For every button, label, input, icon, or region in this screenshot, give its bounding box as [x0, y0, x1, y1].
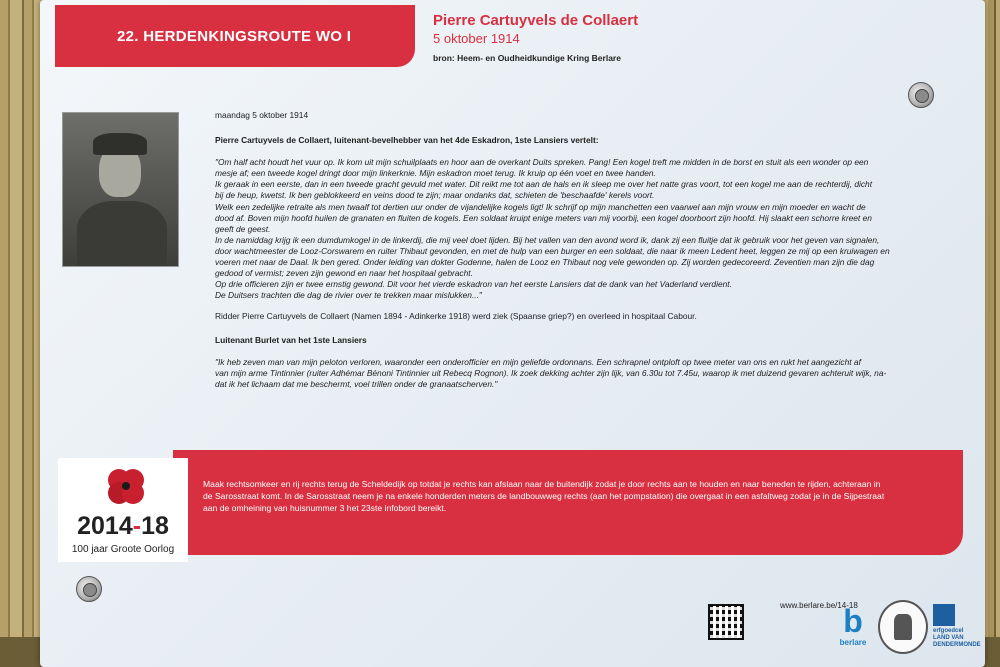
testimony-text [215, 110, 955, 400]
quote-line: door wachtmeester de Looz-Corswarem en ruiter Thibaut gevonden, en met de hulp van een burger en een soldaat, die naar ik meen Ledent heet, leggen ze mij op een kruiwagen en [215, 245, 890, 256]
portrait-uniform [77, 201, 167, 267]
ldm-square-icon [933, 604, 955, 626]
directions-line: aan de omheining van huisnummer 3 het 23ste infobord bereikt. [203, 503, 447, 513]
quote-line: Op drie officieren zijn er twee ernstig gewond. Dit voor het vierde eskadron van het eerste Lansiers dat de dank van het Vaderland verdient. [215, 279, 732, 290]
portrait-cap [93, 133, 147, 155]
testimony-date: maandag 5 oktober 1914 [215, 110, 309, 120]
testimony-intro: Pierre Cartuyvels de Collaert, luitenant-bevelhebber van het 4de Eskadron, 1ste Lansiers vertelt: [215, 135, 599, 146]
heemkundige-kring-seal-icon [878, 600, 928, 654]
person-date: 5 oktober 1914 [433, 31, 520, 46]
directions-section [58, 450, 963, 560]
footer-url: www.berlare.be/14-18 [780, 601, 858, 610]
ldm-line: DENDERMONDE [933, 642, 981, 648]
berlare-label: berlare [839, 638, 867, 647]
quote-line: In de namiddag krijg ik een dumdumkogel in de linkerdij, die mij veel doet lijden. Bij het vallen van den avond word ik, dank zij een fluitje dat ik gebruik voor het geven van signalen, [215, 234, 880, 245]
screw-icon [76, 576, 102, 602]
quote-line: mesje af; een tweede kogel dringt door mijn linkerknie. Mijn eskadron moet terug. Ik kruip op één voet en twee handen. [215, 168, 656, 179]
quote-line: dood af. Boven mijn hoofd huilen de granaten en fluiten de kogels. Een soldaat kruipt enige meters van mij voorbij, een kogel doorboort zijn hoofd. Hij slaakt een schorre kreet en [215, 212, 872, 223]
berlare-b-icon: b [843, 603, 863, 639]
route-title: 22. HERDENKINGSROUTE WO I [117, 27, 352, 45]
quote-line: gedood of vermist; zeven zijn gewond en naar het hospitaal gebracht. [215, 268, 473, 279]
directions-band [173, 450, 963, 555]
poppy-icon [106, 466, 146, 506]
quote-line: De Duitsers trachten die dag de rivier over te trekken maar mislukken..." [215, 290, 482, 301]
burlet-quote [215, 357, 955, 390]
logo-subtitle: 100 jaar Groote Oorlog [71, 544, 175, 555]
sign-header [433, 12, 638, 63]
quote-line: voeren met naar de Daal. Ik ben gered. Onder leiding van dokter Godenne, halen de Looz en Thibaut nog vele gewonden op. Zij worden gedecoreerd. Zeventien man zijn die dag [215, 257, 875, 268]
information-sign [40, 0, 985, 667]
qr-code-icon [708, 604, 744, 640]
quote-line: Welk een zedelijke retraite als men twaalf tot dertien uur onder de vijandelijke kogels ligt! Ik schrijf op mijn manchetten een vaarwel aan mijn vrouw en mijn moeder en wacht de [215, 201, 866, 212]
directions-line: de Sarosstraat komt. In de Sarosstraat neem je na enkele honderden meters de landbouwweg rechts (aan het pompstation) die overgaat in een asfaltweg zodat je in de Sijpestraat [203, 491, 885, 501]
commemoration-logo [58, 458, 188, 562]
berlare-logo [833, 604, 873, 654]
portrait-photo [62, 112, 179, 267]
person-name: Pierre Cartuyvels de Collaert [433, 12, 639, 29]
quote-line: van mijn arme Tintinnier (ruiter Adhémar Bénoni Tintinnier uit Rebecq Rognon). Ik zoek dekking achter zijn lijk, van 6.30u tot 7.45u, waarop ik met duizend gevaren achteruit wijk, na- [215, 367, 887, 378]
directions-line: Maak rechtsomkeer en rij rechts terug de Scheldedijk op totdat je rechts kan afslaan naar de buitendijk zodat je door rechts aan te houden en naar beneden te rijden, achteraan in [203, 479, 881, 489]
burlet-heading: Luitenant Burlet van het 1ste Lansiers [215, 334, 367, 345]
land-van-dendermonde-logo [933, 604, 983, 654]
ldm-line: erfgoedcel [933, 628, 964, 634]
quote-line: "Ik heb zeven man van mijn peloton verloren, waaronder een onderofficier en mijn geliefde ordonnans. Een schrapnel ontploft op twee meter van ons en rukt het aangezicht af [215, 356, 861, 367]
quote-line: dat ik het lichaam dat me beschermt, voel trillen onder de granaatscherven." [215, 378, 498, 389]
ridder-note: Ridder Pierre Cartuyvels de Collaert (Namen 1894 - Adinkerke 1918) werd ziek (Spaanse griep?) en overleed in hospitaal Cabour. [215, 311, 697, 322]
quote-line: bij de heup, kwetst. Ik ben geblokkeerd en veins dood te zijn; maar ondanks dat, schieten de 'beschaafde' kerels voort. [215, 190, 655, 201]
route-title-band [55, 5, 415, 67]
quote-line: "Om half acht houdt het vuur op. Ik kom uit mijn schuilplaats en hoor aan de overkant Duits spreken. Pang! Een kogel treft me midden in de borst en stuit als een wonder op een [215, 157, 869, 168]
route-directions [203, 478, 941, 514]
ldm-line: LAND VAN [933, 635, 964, 641]
screw-icon [908, 82, 934, 108]
logo-years: 2014-18 [77, 512, 169, 540]
quote-line: Ik geraak in een eerste, dan in een tweede gracht gevuld met water. Dit reikt me tot aan de hals en ik sleep me over het natte gras voort, tot een kogel me aan de rechterdij, dicht [215, 179, 873, 190]
quote-line: geeft de geest. [215, 223, 271, 234]
testimony-quote [215, 157, 955, 301]
source-credit: bron: Heem- en Oudheidkundige Kring Berlare [433, 53, 621, 63]
